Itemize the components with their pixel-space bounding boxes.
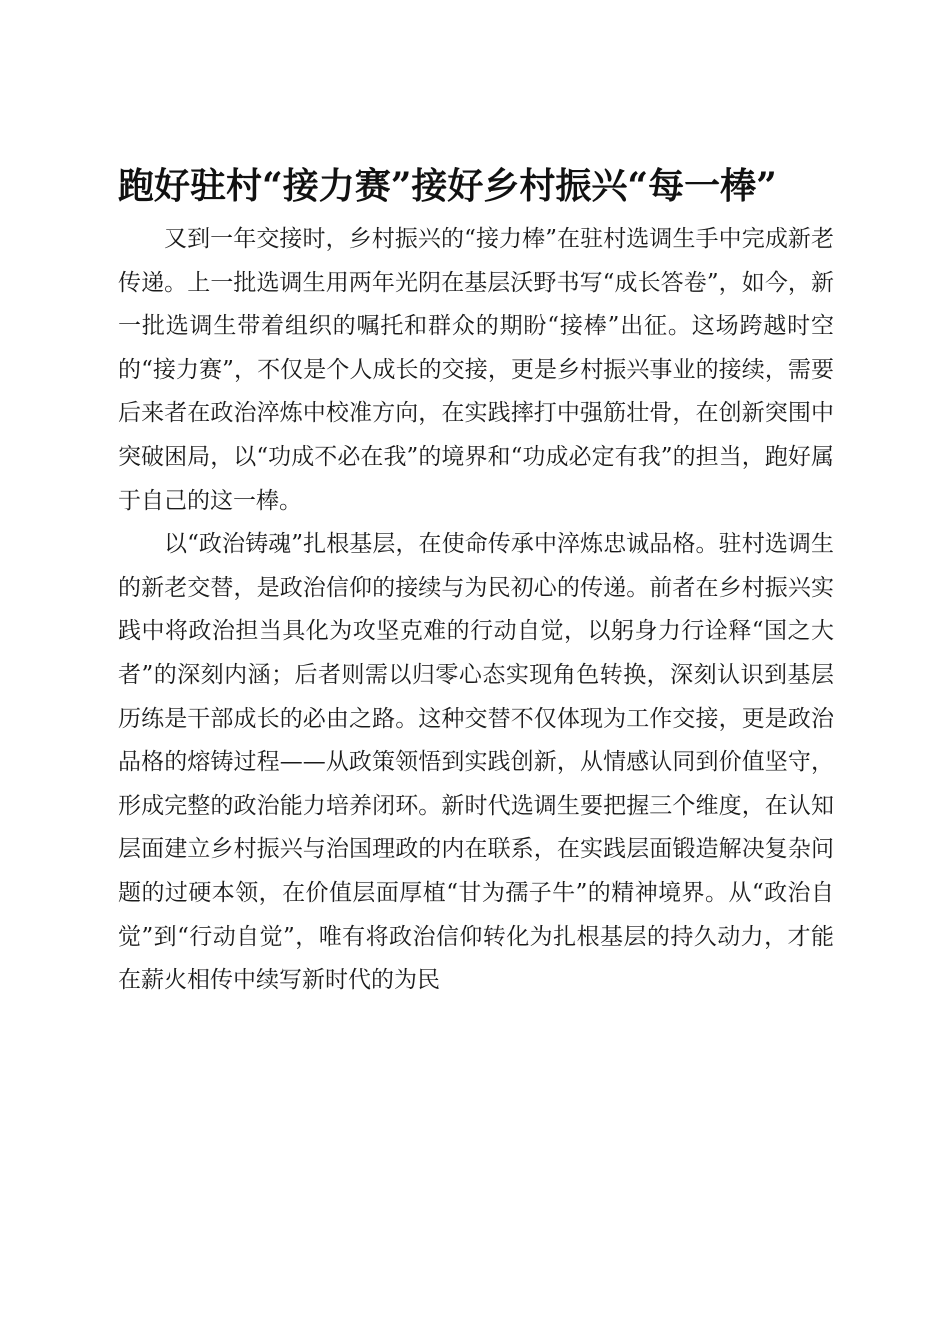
document-body	[118, 218, 834, 1003]
paragraph: 以“政治铸魂”扎根基层，在使命传承中淬炼忠诚品格。驻村选调生的新老交替，是政治信仰的接续与为民初心的传递。前者在乡村振兴实践中将政治担当具化为攻坚克难的行动自觉，以躬身力行诠释“国之大者”的深刻内涵；后者则需以归零心态实现角色转换，深刻认识到基层历练是干部成长的必由之路。这种交替不仅体现为工作交接，更是政治品格的熔铸过程——从政策领悟到实践创新，从情感认同到价值坚守，形成完整的政治能力培养闭环。新时代选调生要把握三个维度，在认知层面建立乡村振兴与治国理政的内在联系，在实践层面锻造解决复杂问题的过硬本领，在价值层面厚植“甘为孺子牛”的精神境界。从“政治自觉”到“行动自觉”，唯有将政治信仰转化为扎根基层的持久动力，才能在薪火相传中续写新时代的为民	[118, 531, 834, 994]
document-title: 跑好驻村“接力赛”接好乡村振兴“每一棒”	[118, 165, 777, 207]
paragraph: 又到一年交接时，乡村振兴的“接力棒”在驻村选调生手中完成新老传递。上一批选调生用两年光阴在基层沃野书写“成长答卷”，如今，新一批选调生带着组织的嘱托和群众的期盼“接棒”出征。这场跨越时空的“接力赛”，不仅是个人成长的交接，更是乡村振兴事业的接续，需要后来者在政治淬炼中校准方向，在实践摔打中强筋壮骨，在创新突围中突破困局，以“功成不必在我”的境界和“功成必定有我”的担当，跑好属于自己的这一棒。	[118, 226, 834, 514]
